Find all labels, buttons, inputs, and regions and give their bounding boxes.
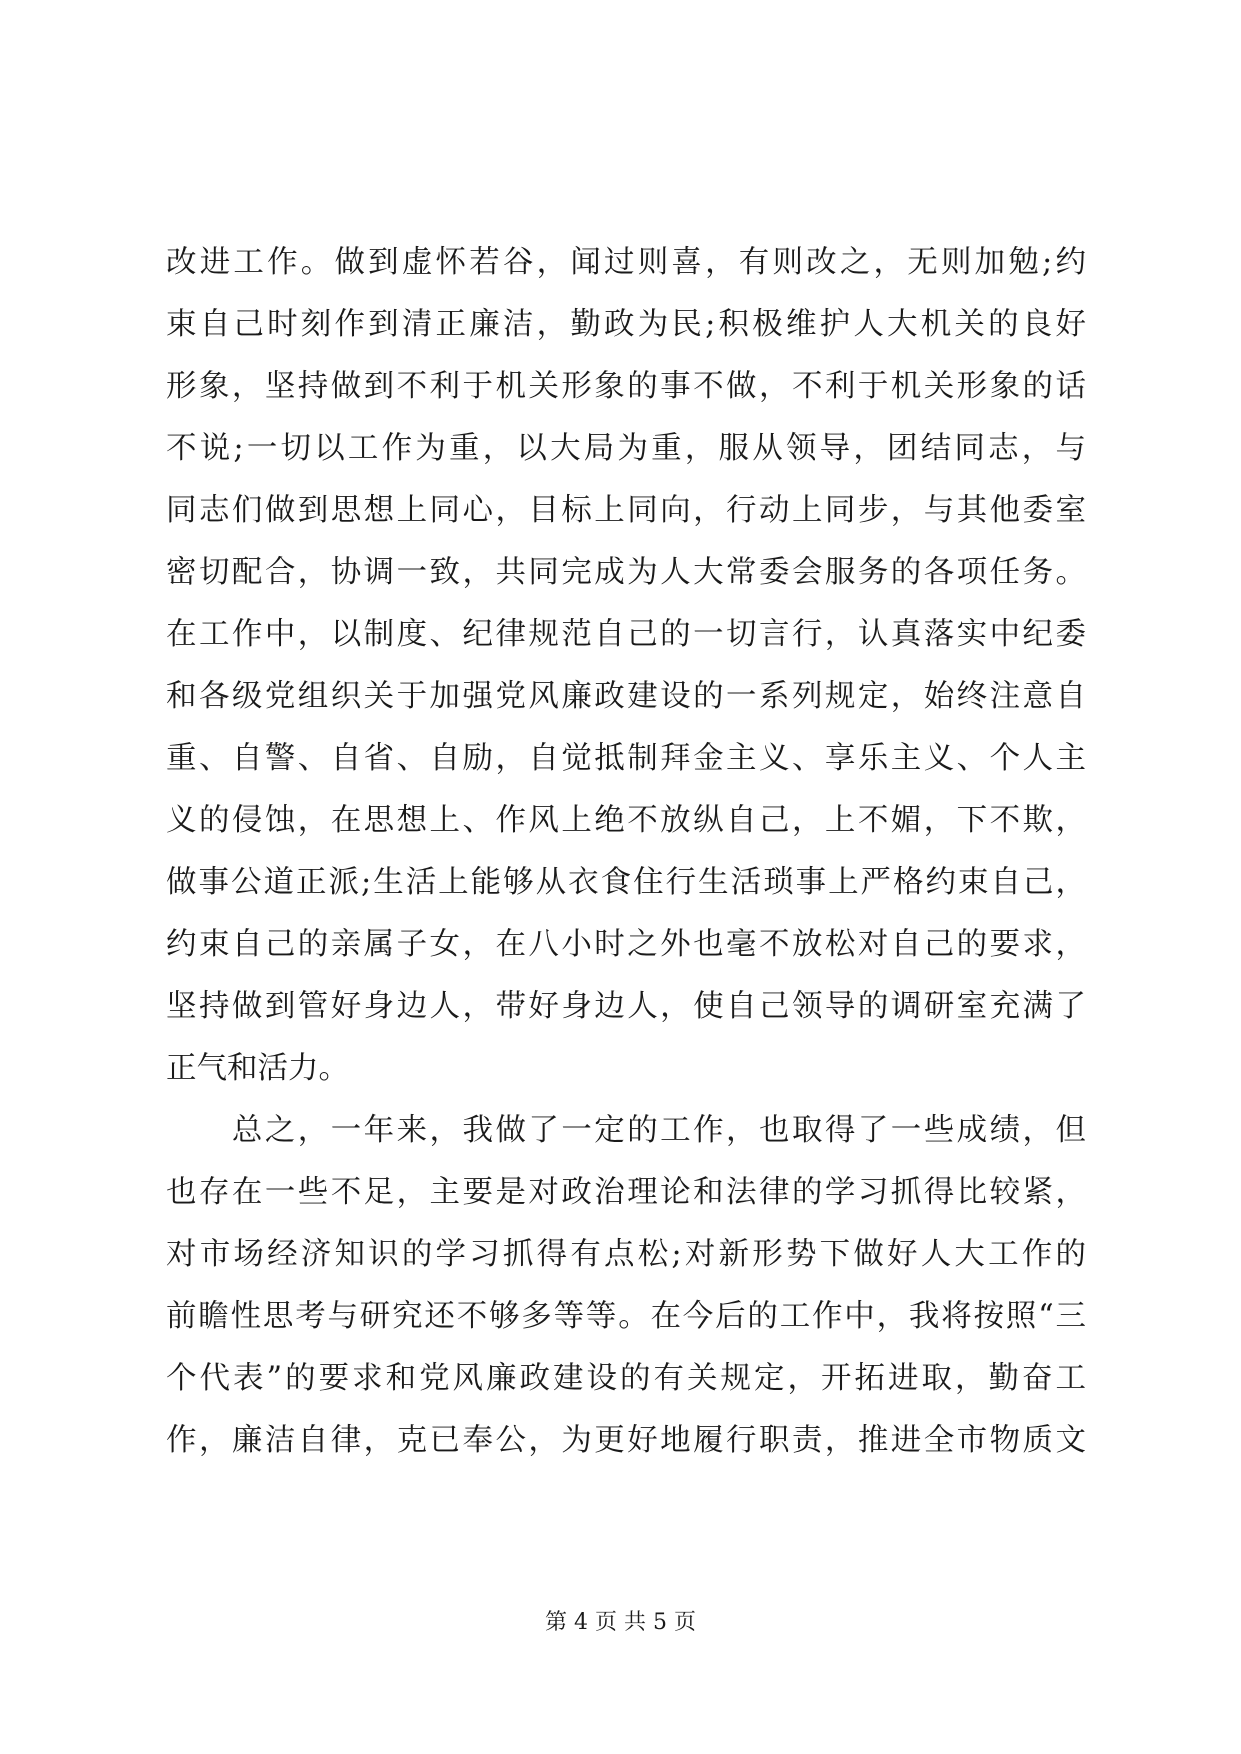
text-line: 重、自警、自省、自励，自觉抵制拜金主义、享乐主义、个人主 bbox=[166, 741, 1086, 776]
text-line: 不说;一切以工作为重，以大局为重，服从领导，团结同志，与 bbox=[166, 431, 1086, 466]
text-line: 也存在一些不足，主要是对政治理论和法律的学习抓得比较紧， bbox=[166, 1175, 1086, 1210]
text-line: 在工作中，以制度、纪律规范自己的一切言行，认真落实中纪委 bbox=[166, 617, 1086, 652]
text-line: 和各级党组织关于加强党风廉政建设的一系列规定，始终注意自 bbox=[166, 679, 1086, 714]
text-line: 对市场经济知识的学习抓得有点松;对新形势下做好人大工作的 bbox=[166, 1237, 1086, 1272]
text-line: 义的侵蚀，在思想上、作风上绝不放纵自己，上不媚，下不欺， bbox=[166, 803, 1086, 838]
text-line: 个代表”的要求和党风廉政建设的有关规定，开拓进取，勤奋工 bbox=[166, 1361, 1086, 1396]
text-line: 约束自己的亲属子女，在八小时之外也毫不放松对自己的要求， bbox=[166, 927, 1086, 962]
text-line: 形象，坚持做到不利于机关形象的事不做，不利于机关形象的话 bbox=[166, 369, 1086, 404]
text-line: 密切配合，协调一致，共同完成为人大常委会服务的各项任务。 bbox=[166, 555, 1086, 590]
text-line: 总之，一年来，我做了一定的工作，也取得了一些成绩，但 bbox=[166, 1113, 1086, 1148]
page-footer: 第 4 页 共 5 页 bbox=[545, 1610, 696, 1635]
text-line: 作，廉洁自律，克已奉公，为更好地履行职责，推进全市物质文 bbox=[166, 1423, 1086, 1458]
text-line: 坚持做到管好身边人，带好身边人，使自己领导的调研室充满了 bbox=[166, 989, 1086, 1024]
text-line: 束自己时刻作到清正廉洁，勤政为民;积极维护人大机关的良好 bbox=[166, 307, 1086, 342]
text-line: 前瞻性思考与研究还不够多等等。在今后的工作中，我将按照“三 bbox=[166, 1299, 1086, 1334]
body-text bbox=[166, 232, 1086, 1472]
text-line: 改进工作。做到虚怀若谷，闻过则喜，有则改之，无则加勉;约 bbox=[166, 245, 1086, 280]
text-line: 同志们做到思想上同心，目标上同向，行动上同步，与其他委室 bbox=[166, 493, 1086, 528]
text-line: 做事公道正派;生活上能够从衣食住行生活琐事上严格约束自己， bbox=[166, 865, 1086, 900]
text-line: 正气和活力。 bbox=[166, 1051, 349, 1086]
